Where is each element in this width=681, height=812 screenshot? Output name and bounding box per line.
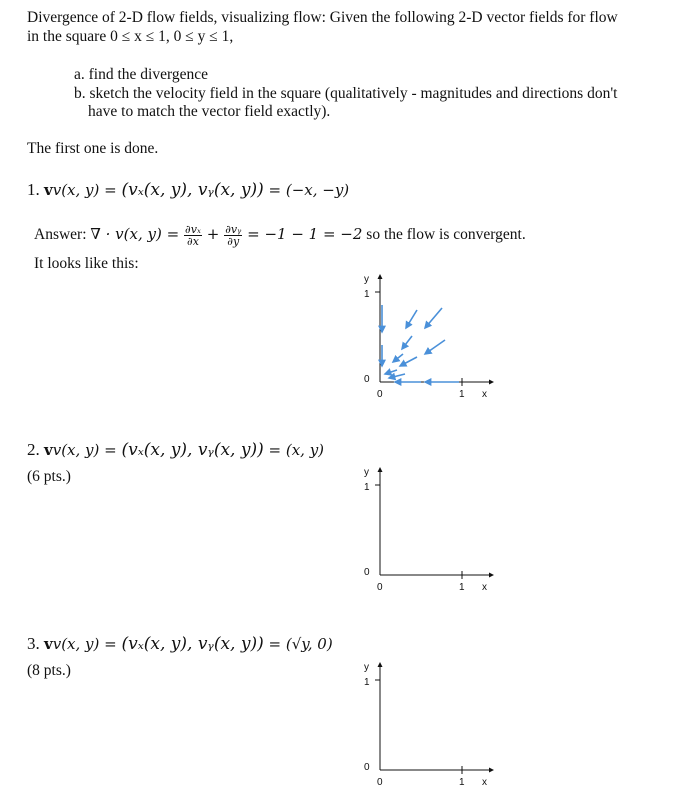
task-a: a. find the divergence (74, 66, 208, 83)
fraction-2-denominator: ∂y (227, 235, 240, 248)
problem-1-components: (vₓ(x, y), vᵧ(x, y)) (121, 180, 264, 200)
plot-3-x-label: x (482, 777, 487, 788)
fraction-2-numerator: ∂vᵧ (225, 223, 242, 236)
answer-label: Answer: (34, 226, 87, 244)
plot-2-x-label: x (482, 582, 487, 593)
arrow (406, 310, 417, 328)
plot-2-y-label: y (364, 467, 369, 478)
problem-2-components: (vₓ(x, y), vᵧ(x, y)) (121, 440, 264, 460)
answer-conclusion: so the flow is convergent. (366, 226, 526, 244)
answer-result: = −1 − 1 = −2 (247, 225, 363, 244)
problem-2-equation (27, 440, 324, 460)
problem-3-points: (8 pts.) (27, 662, 71, 679)
plot-1-arrows (382, 305, 459, 382)
plot-1-x-one: 1 (459, 389, 465, 400)
problem-3-number: 3. (27, 634, 40, 653)
fraction-dvx-dx (184, 224, 202, 247)
problem-3-equation (27, 634, 333, 654)
arrow (385, 370, 397, 374)
fraction-dvy-dy (224, 224, 242, 247)
plot-3-y-one: 1 (364, 677, 370, 688)
plot-1-x-label: x (482, 389, 487, 400)
arrow (425, 308, 442, 328)
problem-1-answer (34, 224, 526, 247)
plot-3-x-zero: 0 (377, 777, 383, 788)
problem-1-number: 1. (27, 180, 40, 199)
plot-3-x-one: 1 (459, 777, 465, 788)
task-b-line-2: have to match the vector field exactly). (88, 103, 331, 120)
arrow (389, 374, 405, 378)
header-line-2: in the square 0 ≤ x ≤ 1, 0 ≤ y ≤ 1, (27, 28, 234, 45)
problem-2-lhs: vv(x, y) = (44, 441, 122, 459)
arrow (393, 354, 403, 362)
plot-1-y-zero: 0 (364, 374, 370, 385)
plot-3-y-label: y (364, 662, 369, 673)
problem-1-lhs-text: v(x, y) = (52, 181, 122, 199)
problem-3-lhs: vv(x, y) = (44, 635, 122, 653)
fraction-1-denominator: ∂x (187, 235, 199, 248)
arrow (425, 340, 445, 354)
problem-1-lhs: vv(x, y) = (44, 181, 122, 199)
arrow (402, 336, 412, 349)
plot-2-y-one: 1 (364, 482, 370, 493)
problem-2-lhs-text: v(x, y) = (52, 441, 122, 459)
problem-1-rhs: (−x, −y) (285, 181, 350, 199)
plot-1-y-label: y (364, 274, 369, 285)
looks-like-text: It looks like this: (34, 255, 139, 272)
task-b-line-1: b. sketch the velocity field in the square (qualitatively - magnitudes and directions don't (74, 85, 618, 102)
header-line-1: Divergence of 2-D flow fields, visualizing flow: Given the following 2-D vector fields for flow (27, 9, 618, 26)
intro-text: The first one is done. (27, 140, 159, 157)
problem-3-equals: = (263, 635, 286, 653)
fraction-1-numerator: ∂vₓ (185, 223, 201, 236)
plot-2-x-zero: 0 (377, 582, 383, 593)
plot-1-y-one: 1 (364, 289, 370, 300)
problem-2-rhs: (x, y) (285, 441, 325, 459)
problem-3-components: (vₓ(x, y), vᵧ(x, y)) (121, 634, 264, 654)
plot-3-empty-axes (355, 658, 505, 793)
plot-2-x-one: 1 (459, 582, 465, 593)
answer-divergence-lhs: ∇ · v(x, y) = (90, 225, 180, 244)
problem-3-lhs-text: v(x, y) = (52, 635, 122, 653)
problem-1-equation (27, 180, 349, 200)
plus-sign: + (206, 225, 220, 244)
plot-1-vector-field (355, 270, 505, 405)
problem-2-points: (6 pts.) (27, 468, 71, 485)
plot-1-x-zero: 0 (377, 389, 383, 400)
arrow (400, 357, 417, 366)
problem-3-rhs: (√y, 0) (285, 635, 333, 653)
problem-1-equals: = (263, 181, 286, 199)
plot-2-empty-axes (355, 463, 505, 598)
problem-2-number: 2. (27, 440, 40, 459)
plot-2-y-zero: 0 (364, 567, 370, 578)
plot-3-y-zero: 0 (364, 762, 370, 773)
problem-2-equals: = (263, 441, 286, 459)
